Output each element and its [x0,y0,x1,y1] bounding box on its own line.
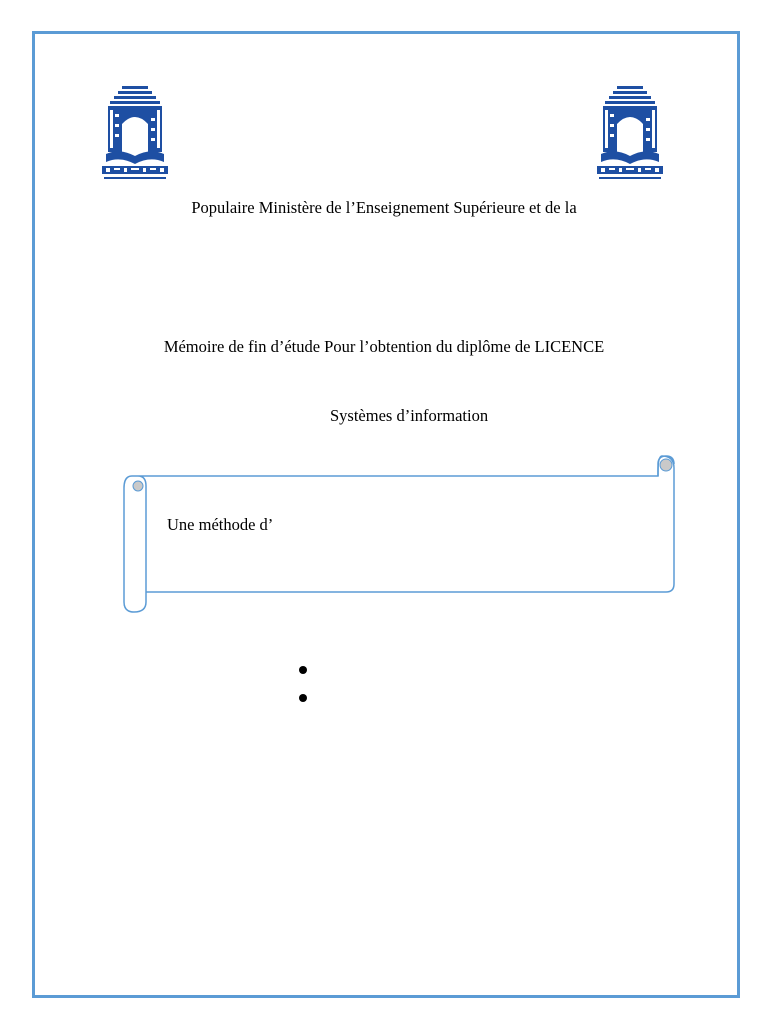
ministry-line: Populaire Ministère de l’Enseignement Supérieure et de la [191,198,577,217]
memoire-title: Mémoire de fin d’étude Pour l’obtention du diplôme de LICENCE [163,337,605,356]
bullet-dot-icon [299,666,307,674]
university-logo-icon [595,84,665,184]
bullet-dot-icon [299,694,307,702]
university-logo-right [595,84,665,184]
university-logo-left [100,84,170,184]
specialite-label: Systèmes d’information [330,406,489,425]
scroll-title: Une méthode d’ [167,515,274,534]
university-logo-icon [100,84,170,184]
